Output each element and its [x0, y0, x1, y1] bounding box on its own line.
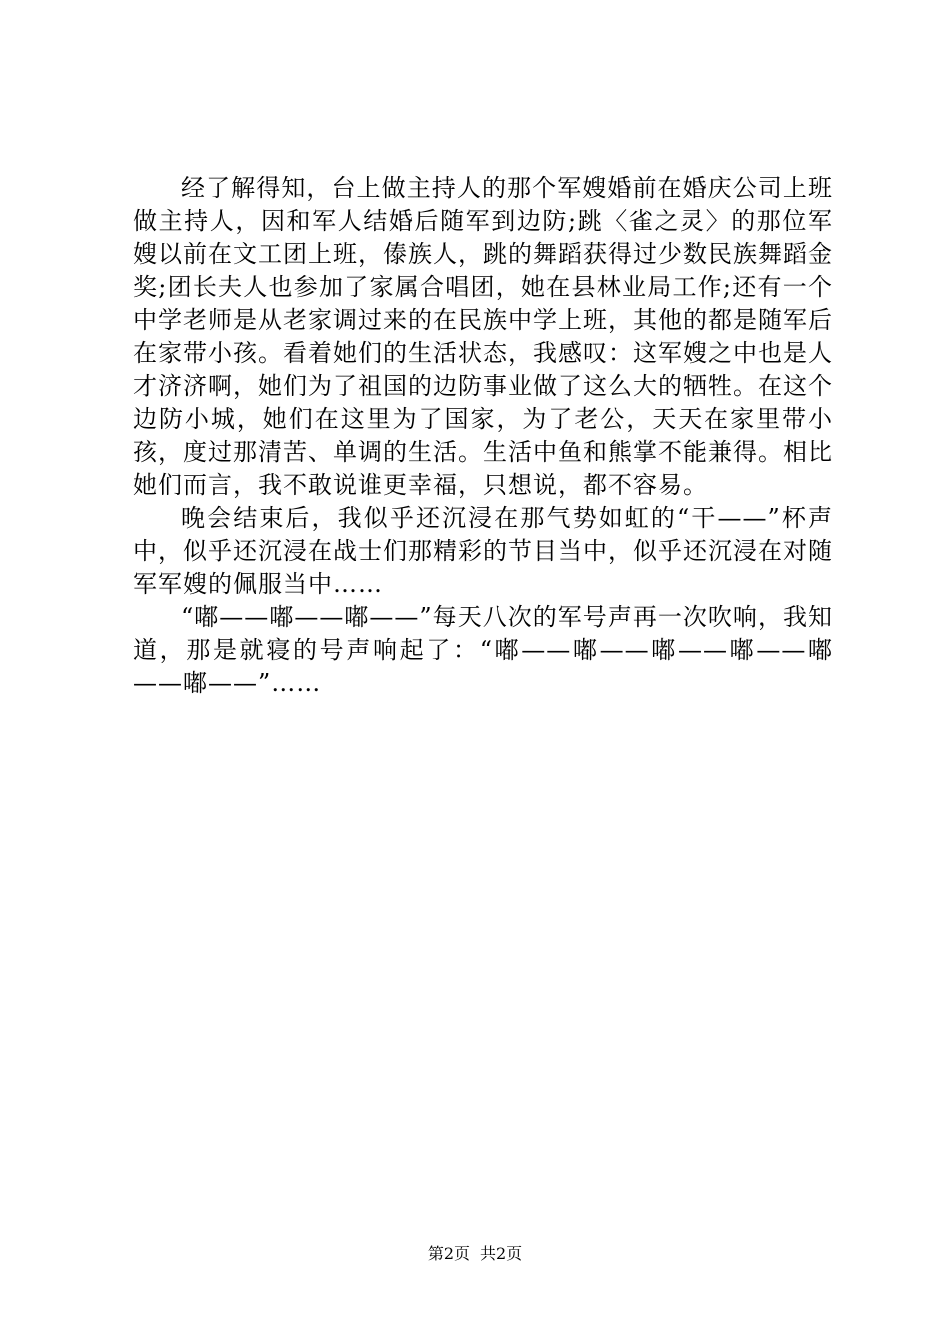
- page-number: 第2页: [427, 1244, 470, 1263]
- paragraph: 晚会结束后，我似乎还沉浸在那气势如虹的“干——”杯声中，似乎还沉浸在战士们那精彩的节目当中，似乎还沉浸在对随军军嫂的佩服当中……: [133, 504, 833, 598]
- page-footer: [0, 1244, 950, 1264]
- document-body: [133, 172, 833, 700]
- paragraph: 经了解得知，台上做主持人的那个军嫂婚前在婚庆公司上班做主持人，因和军人结婚后随军到边防;跳〈雀之灵〉的那位军嫂以前在文工团上班，傣族人，跳的舞蹈获得过少数民族舞蹈金奖;团长夫人也参加了家属合唱团，她在县林业局工作;还有一个中学老师是从老家调过来的在民族中学上班，其他的都是随军后在家带小孩。看着她们的生活状态，我感叹：这军嫂之中也是人才济济啊，她们为了祖国的边防事业做了这么大的牺牲。在这个边防小城，她们在这里为了国家，为了老公，天天在家里带小孩，度过那清苦、单调的生活。生活中鱼和熊掌不能兼得。相比她们而言，我不敢说谁更幸福，只想说，都不容易。: [133, 174, 833, 499]
- paragraph: “嘟——嘟——嘟——”每天八次的军号声再一次吹响，我知道，那是就寝的号声响起了：“嘟——嘟——嘟——嘟——嘟——嘟——”……: [133, 603, 833, 697]
- total-pages: 共2页: [480, 1244, 523, 1263]
